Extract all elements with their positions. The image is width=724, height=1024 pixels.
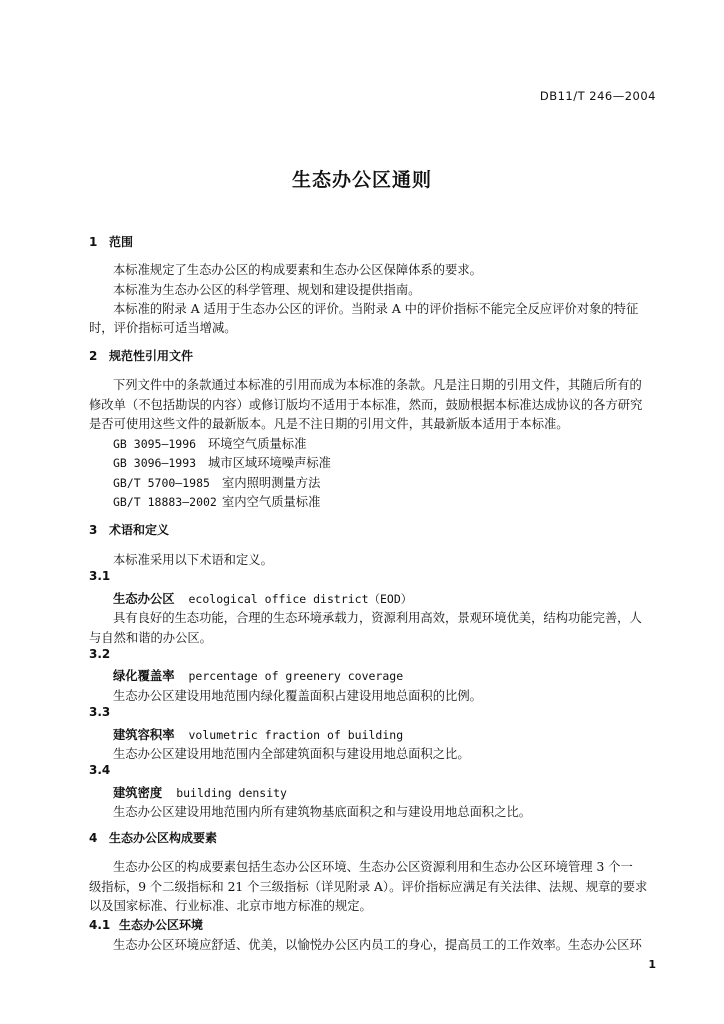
document-title: 生态办公区通则 (291, 169, 432, 191)
term-definition: 具有良好的生态功能，合理的生态环境承载力，资源利用高效，景观环境优美，结构功能完善，人 (113, 611, 642, 625)
reference-name: 室内空气质量标准 (222, 495, 321, 509)
paragraph-continuation: 级指标，9 个二级指标和 21 个三级指标（详见附录 A）。评价指标应满足有关法律、法规、规章的要求 (89, 880, 648, 894)
term-definition: 生态办公区建设用地范围内所有建筑物基底面积之和与建设用地总面积之比。 (113, 805, 532, 819)
section-number: 1 (89, 235, 98, 249)
reference-name: 室内照明测量方法 (222, 476, 321, 490)
paragraph-continuation: 修改单（不包括勘误的内容）或修订版均不适用于本标准，然而，鼓励根据本标准达成协议的各方研究 (89, 398, 643, 412)
term-entry (113, 666, 403, 684)
paragraph: 本标准为生态办公区的科学管理、规划和建设提供指南。 (113, 283, 421, 297)
section-number: 3 (89, 523, 98, 537)
paragraph: 本标准采用以下术语和定义。 (113, 553, 273, 567)
standard-code: DB11/T 246—2004 (539, 89, 656, 103)
term-chinese: 生态办公区 (113, 592, 175, 606)
section-title: 范围 (109, 235, 134, 249)
term-definition: 生态办公区建设用地范围内绿化覆盖面积占建设用地总面积的比例。 (113, 689, 482, 703)
paragraph-continuation: 是否可使用这些文件的最新版本。凡是不注日期的引用文件，其最新版本适用于本标准。 (89, 417, 569, 431)
reference-name: 城市区域环境噪声标准 (208, 456, 331, 470)
paragraph-continuation: 时，评价指标可适当增减。 (89, 321, 237, 335)
page-number: 1 (648, 958, 656, 971)
reference-item (113, 434, 306, 452)
section-number: 2 (89, 349, 98, 363)
term-definition: 生态办公区建设用地范围内全部建筑面积与建设用地总面积之比。 (113, 747, 470, 761)
paragraph: 生态办公区环境应舒适、优美，以愉悦办公区内员工的身心，提高员工的工作效率。生态办公区环 (113, 938, 642, 952)
reference-item (113, 473, 320, 491)
paragraph: 本标准规定了生态办公区的构成要素和生态办公区保障体系的要求。 (113, 263, 482, 277)
paragraph: 下列文件中的条款通过本标准的引用而成为本标准的条款。凡是注日期的引用文件，其随后所有的 (113, 378, 642, 392)
term-chinese: 建筑密度 (113, 786, 163, 800)
paragraph: 生态办公区的构成要素包括生态办公区环境、生态办公区资源利用和生态办公区环境管理 3 个一 (113, 860, 633, 874)
reference-item (113, 453, 331, 471)
clause-number: 3.2 (89, 647, 111, 661)
section-4-heading (89, 829, 217, 846)
term-entry (113, 725, 403, 743)
section-title: 术语和定义 (109, 523, 170, 537)
reference-item (113, 492, 320, 510)
term-chinese: 建筑容积率 (113, 728, 175, 742)
reference-code: GB/T 5700—1985 (113, 476, 210, 490)
section-3-heading (89, 521, 169, 538)
clause-number: 3.3 (89, 705, 111, 719)
reference-code: GB/T 18883—2002 (113, 495, 217, 509)
term-english: building density (176, 786, 287, 800)
subsection-title: 生态办公区环境 (119, 918, 204, 932)
subsection-number: 4.1 (89, 918, 111, 932)
term-entry (113, 589, 412, 607)
term-chinese: 绿化覆盖率 (113, 669, 175, 683)
term-english: volumetric fraction of building (188, 728, 404, 742)
term-definition-continuation: 与自然和谐的办公区。 (89, 631, 212, 645)
clause-number: 3.1 (89, 569, 111, 583)
section-number: 4 (89, 831, 98, 845)
term-english: ecological office district（EOD） (188, 592, 413, 606)
clause-number: 3.4 (89, 763, 111, 777)
subsection-4-1-heading (89, 916, 203, 933)
reference-code: GB 3095—1996 (113, 437, 197, 451)
reference-code: GB 3096—1993 (113, 456, 197, 470)
paragraph-continuation: 以及国家标准、行业标准、北京市地方标准的规定。 (89, 899, 372, 913)
section-title: 生态办公区构成要素 (109, 831, 218, 845)
section-1-heading (89, 233, 133, 250)
term-entry (113, 783, 287, 801)
paragraph: 本标准的附录 A 适用于生态办公区的评价。当附录 A 中的评价指标不能完全反应评价对象的特征 (113, 302, 639, 316)
term-english: percentage of greenery coverage (188, 669, 404, 683)
section-2-heading (89, 347, 193, 364)
section-title: 规范性引用文件 (109, 349, 194, 363)
reference-name: 环境空气质量标准 (208, 437, 307, 451)
